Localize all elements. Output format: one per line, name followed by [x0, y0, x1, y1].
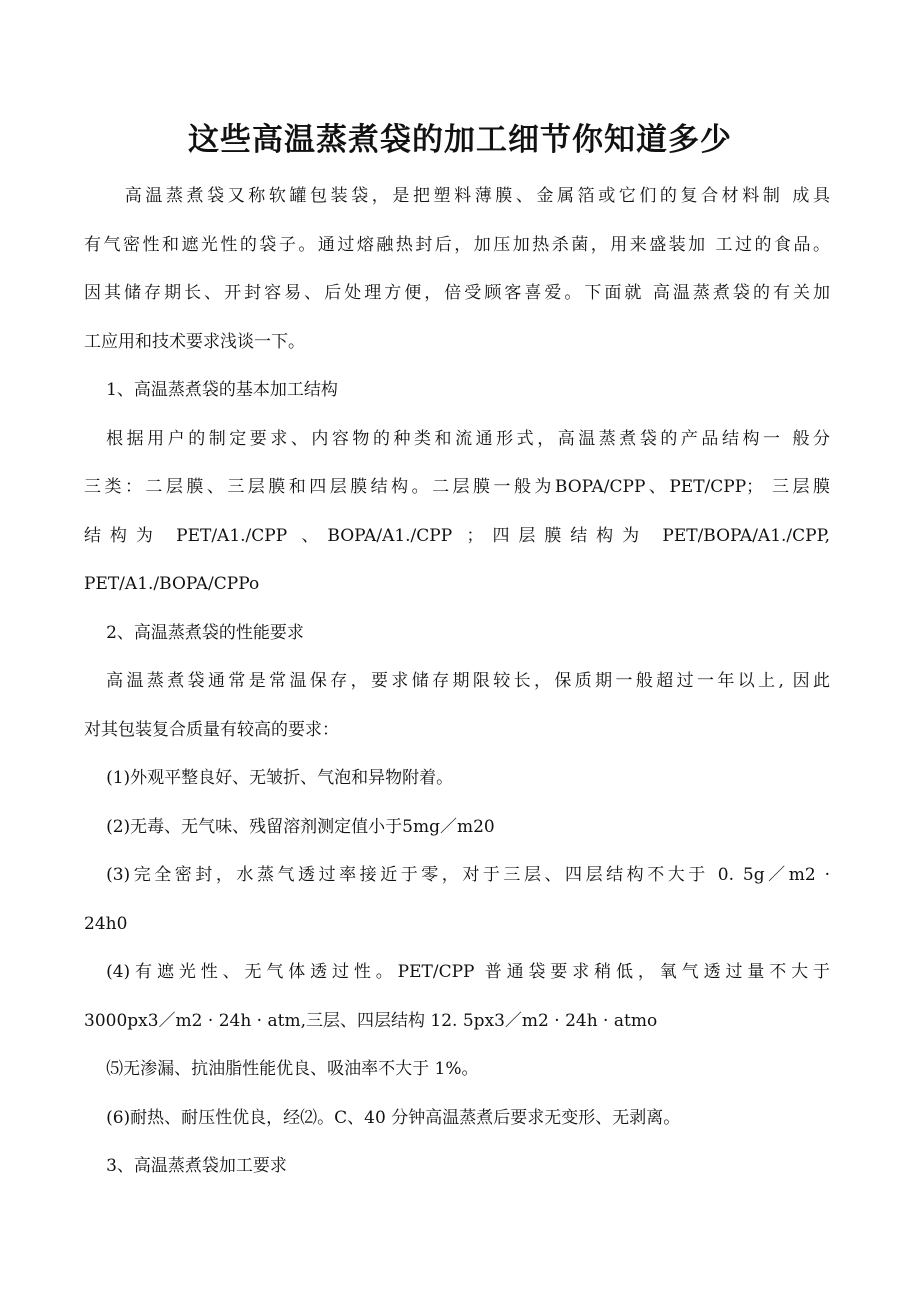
- text-line: 结构为 PET/A1./CPP 、BOPA/A1./CPP ；四层膜结构为 PET/BOPA/A1./CPP,: [84, 525, 830, 546]
- section-1-heading: 1、高温蒸煮袋的基本加工结构: [106, 380, 338, 400]
- text-line: (1)外观平整良好、无皱折、气泡和异物附着。: [106, 768, 454, 788]
- intro-paragraph: [84, 172, 830, 366]
- text-line: (6)耐热、耐压性优良，经⑵。C、40 分钟高温蒸煮后要求无变形、无剥离。: [106, 1107, 681, 1128]
- text-line: 24h0: [84, 913, 128, 934]
- requirement-item: [84, 1045, 830, 1094]
- requirement-item: [84, 948, 830, 1045]
- requirement-item: [84, 851, 830, 948]
- text-line: 因其储存期长、开封容易、后处理方便，倍受顾客喜爱。下面就 高温蒸煮袋的有关加: [84, 283, 830, 303]
- section-heading: [84, 1142, 830, 1191]
- section-heading: [84, 366, 830, 415]
- requirement-item: [84, 1094, 830, 1143]
- section-1-paragraph: [84, 415, 830, 609]
- text-line: 工应用和技术要求浅谈一下。: [84, 331, 305, 352]
- text-line: ⑸无渗漏、抗油脂性能优良、吸油率不大于 1%。: [106, 1059, 479, 1079]
- text-line: 三类：二层膜、三层膜和四层膜结构。二层膜一般为BOPA/CPP、PET/CPP； 三层膜: [84, 477, 830, 497]
- section-3-heading: 3、高温蒸煮袋加工要求: [106, 1156, 287, 1176]
- text-line: (2)无毒、无气味、残留溶剂测定值小于5mg／m20: [106, 816, 495, 837]
- text-line: (4)有遮光性、无气体透过性。PET/CPP 普通袋要求稍低，氧气透过量不大于: [106, 962, 830, 982]
- text-line: 有气密性和遮光性的袋子。通过熔融热封后，加压加热杀菌，用来盛装加 工过的食品。: [84, 234, 830, 255]
- section-2-heading: 2、高温蒸煮袋的性能要求: [106, 622, 304, 643]
- text-line: (3)完全密封，水蒸气透过率接近于零，对于三层、四层结构不大于 0. 5g／m2 ·: [106, 865, 830, 885]
- text-line: PET/A1./BOPA/CPPo: [84, 574, 260, 594]
- section-heading: [84, 609, 830, 658]
- text-line: 高温蒸煮袋通常是常温保存，要求储存期限较长，保质期一般超过一年以上, 因此: [106, 671, 830, 691]
- text-line: 对其包装复合质量有较高的要求：: [84, 719, 339, 740]
- text-line: 根据用户的制定要求、内容物的种类和流通形式，高温蒸煮袋的产品结构一 般分: [106, 428, 830, 449]
- section-2-paragraph: [84, 657, 830, 754]
- text-line: 3000px3／m2 · 24h · atm,三层、四层结构 12. 5px3／m2 · 24h · atmo: [84, 1010, 658, 1031]
- requirement-item: [84, 754, 830, 803]
- document-body: [84, 172, 830, 1191]
- text-line: 高温蒸煮袋又称软罐包装袋，是把塑料薄膜、金属箔或它们的复合材料制 成具: [124, 186, 830, 206]
- document-title: 这些高温蒸煮袋的加工细节你知道多少: [188, 122, 732, 158]
- requirement-item: [84, 803, 830, 852]
